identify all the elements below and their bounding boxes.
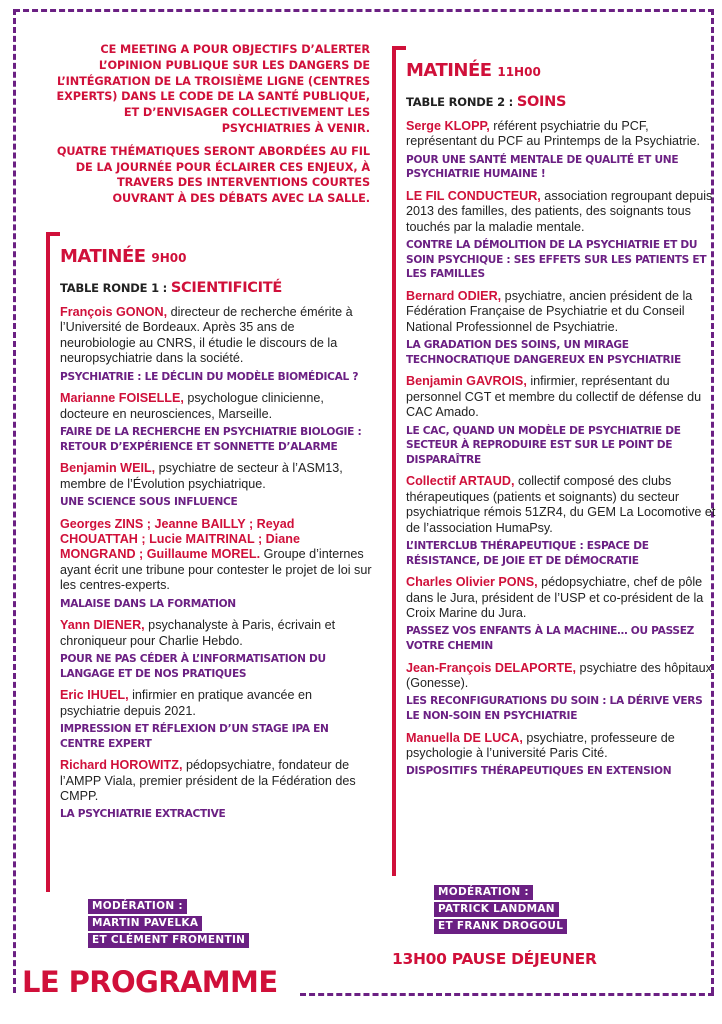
speaker-description: pédopsychiatre, chef de pôle dans le Jura, président de l’USP et co-président de la Croix Marine du Jura. (406, 575, 704, 621)
talk-title: PSYCHIATRIE : LE DÉCLIN DU MODÈLE BIOMÉDICAL ? (60, 370, 359, 383)
speaker-list (60, 305, 372, 822)
speaker-description: infirmier, représentant du personnel CGT et membre du collectif de défense du CAC Amado. (406, 374, 702, 420)
speaker-name: Charles Olivier PONS, (406, 575, 538, 590)
talk-title: POUR UNE SANTÉ MENTALE DE QUALITÉ ET UNE PSYCHIATRIE HUMAINE ! (406, 153, 679, 181)
top-dashed-border (14, 9, 714, 12)
session-title (60, 246, 372, 269)
session-content (392, 60, 718, 779)
speaker-name: Marianne FOISELLE, (60, 391, 184, 406)
session-content (46, 246, 372, 822)
talk-title: LES RECONFIGURATIONS DU SOIN : LA DÉRIVE VERS LE NON-SOIN EN PSYCHIATRIE (406, 695, 703, 723)
speaker-entry (406, 661, 718, 692)
round-table-label: TABLE RONDE 1 : (60, 281, 168, 295)
speaker-entry (406, 575, 718, 621)
talk-title: POUR NE PAS CÉDER À L’INFORMATISATION DU LANGAGE ET DE NOS PRATIQUES (60, 653, 326, 680)
session-title-label: MATINÉE (406, 60, 492, 81)
speaker-description: pédopsychiatre, fondateur de l’AMPP Viala, premier président de la Fédération des CMPP. (60, 758, 356, 804)
speaker-description: psychanalyste à Paris, écrivain et chroniqueur pour Charlie Hebdo. (60, 618, 336, 648)
lunch-break: 13H00 PAUSE DÉJEUNER (392, 950, 597, 968)
speaker-entry (406, 374, 718, 420)
morning-session-1 (46, 232, 372, 829)
intro-paragraph-2: QUATRE THÉMATIQUES SERONT ABORDÉES AU FIL DE LA JOURNÉE POUR ÉCLAIRER CES ENJEUX, À TRAVERS DES INTERVENTIONS COURTES OUVRANT À DES DÉBATS AVEC LA SALLE. (56, 144, 370, 206)
talk-title: UNE SCIENCE SOUS INFLUENCE (60, 496, 238, 509)
talk-title: MALAISE DANS LA FORMATION (60, 597, 236, 610)
talk-title: LA PSYCHIATRIE EXTRACTIVE (60, 808, 226, 821)
talk-title: CONTRE LA DÉMOLITION DE LA PSYCHIATRIE ET DU SOIN PSYCHIQUE : SES EFFETS SUR LES PATIENTS ET LES FAMILLES (406, 239, 707, 281)
speaker-entry (406, 731, 718, 762)
speaker-description: Groupe d’internes ayant écrit une tribune pour contester le projet de loi sur les centres-experts. (60, 547, 372, 593)
speaker-name: Manuella DE LUCA, (406, 730, 523, 745)
moderator-line-2: ET FRANK DROGOUL (434, 919, 567, 934)
talk-title: FAIRE DE LA RECHERCHE EN PSYCHIATRIE BIOLOGIE : RETOUR D’EXPÉRIENCE ET SONNETTE D’ALARME (60, 426, 362, 453)
speaker-description: psychiatre, ancien président de la Fédération Française de Psychiatrie et du Conseil National Professionnel de Psychiatrie. (406, 289, 693, 334)
speaker-description: association regroupant depuis 2013 des familles, des patients, des soignants tous touchés par la maladie mentale. (406, 189, 713, 234)
speaker-description: psychiatre, professeure de psychologie à l’université Paris Cité. (406, 730, 675, 761)
bottom-dashed-border (300, 993, 714, 996)
moderation-box-2 (434, 885, 567, 936)
speaker-name: Benjamin WEIL, (60, 461, 156, 476)
round-table-theme: SCIENTIFICITÉ (170, 280, 282, 296)
speaker-entry (406, 119, 718, 150)
speaker-description: référent psychiatrie du PCF, représentant du PCF au Printemps de la Psychiatrie. (406, 119, 700, 149)
speaker-entry (60, 391, 372, 422)
moderation-label: MODÉRATION : (434, 885, 533, 900)
speaker-entry (60, 688, 372, 719)
session-title (406, 60, 718, 83)
talk-title: IMPRESSION ET RÉFLEXION D’UN STAGE IPA EN CENTRE EXPERT (60, 723, 329, 750)
session-time: 11H00 (497, 65, 541, 79)
talk-title: DISPOSITIFS THÉRAPEUTIQUES EN EXTENSION (406, 765, 672, 778)
speaker-entry (406, 189, 718, 235)
session-time: 9H00 (151, 251, 187, 265)
round-table-heading (60, 279, 372, 297)
speaker-description: psychiatre des hôpitaux (Gonesse). (406, 660, 712, 691)
speaker-entry (406, 289, 718, 335)
talk-title: PASSEZ VOS ENFANTS À LA MACHINE… OU PASSEZ VOTRE CHEMIN (406, 625, 695, 653)
speaker-description: infirmier en pratique avancée en psychiatrie depuis 2021. (60, 688, 313, 718)
intro-paragraph-1: CE MEETING A POUR OBJECTIFS D’ALERTER L’OPINION PUBLIQUE SUR LES DANGERS DE L’INTÉGRATION DE LA TROISIÈME LIGNE (CENTRES EXPERTS) DANS LE CODE DE LA SANTÉ PUBLIQUE, ET D’ENVISAGER COLLECTIVEMENT LES PSYCHIATRIES À VENIR. (56, 43, 370, 135)
speaker-name: Yann DIENER, (60, 618, 145, 633)
moderator-line-1: MARTIN PAVELKA (88, 916, 202, 931)
morning-session-2 (392, 46, 718, 786)
intro-text (54, 42, 370, 214)
speaker-entry (60, 305, 372, 367)
speaker-entry (60, 517, 372, 594)
round-table-label: TABLE RONDE 2 : (406, 95, 514, 109)
moderation-box-1 (88, 899, 249, 950)
page-title: LE PROGRAMME (22, 965, 278, 999)
speaker-entry (406, 474, 718, 536)
moderator-line-1: PATRICK LANDMAN (434, 902, 559, 917)
speaker-name: Bernard ODIER, (406, 289, 502, 303)
speaker-entry (60, 758, 372, 804)
speaker-name: Collectif ARTAUD, (406, 474, 515, 489)
speaker-entry (60, 461, 372, 492)
speaker-name: Benjamin GAVROIS, (406, 374, 527, 389)
speaker-list (406, 119, 718, 779)
speaker-name: Georges ZINS ; Jeanne BAILLY ; Reyad CHOUATTAH ; Lucie MAITRINAL ; Diane MONGRAND ; Guillaume MOREL. (60, 516, 300, 562)
round-table-heading (406, 93, 718, 111)
speaker-name: Richard HOROWITZ, (60, 758, 183, 773)
speaker-description: collectif composé des clubs thérapeutiques (patients et soignants) du secteur psychiatrique rémois 51ZR4, du GEM La Locomotive et de l’association HumaPsy. (406, 474, 716, 535)
speaker-description: directeur de recherche émérite à l’Université de Bordeaux. Après 35 ans de neurobiologie au CNRS, il étudie le discours de la neuropsychiatrie dans la société. (60, 305, 353, 366)
talk-title: LA GRADATION DES SOINS, UN MIRAGE TECHNOCRATIQUE DANGEREUX EN PSYCHIATRIE (406, 339, 681, 366)
talk-title: LE CAC, QUAND UN MODÈLE DE PSYCHIATRIE DE SECTEUR À REPRODUIRE EST SUR LE POINT DE DISPARAÎTRE (406, 424, 681, 466)
speaker-name: François GONON, (60, 305, 168, 319)
speaker-description: psychologue clinicienne, docteure en neurosciences, Marseille. (60, 391, 324, 421)
speaker-name: Eric IHUEL, (60, 688, 129, 703)
speaker-name: LE FIL CONDUCTEUR, (406, 189, 541, 203)
moderator-line-2: ET CLÉMENT FROMENTIN (88, 933, 249, 948)
moderation-label: MODÉRATION : (88, 899, 187, 914)
speaker-name: Serge KLOPP, (406, 119, 490, 133)
left-dashed-border (13, 9, 16, 993)
speaker-name: Jean-François DELAPORTE, (406, 660, 577, 675)
talk-title: L’INTERCLUB THÉRAPEUTIQUE : ESPACE DE RÉSISTANCE, DE JOIE ET DE DÉMOCRATIE (406, 540, 649, 567)
speaker-entry (60, 618, 372, 649)
speaker-description: psychiatre de secteur à l’ASM13, membre de l’Évolution psychiatrique. (60, 461, 343, 491)
session-title-label: MATINÉE (60, 246, 146, 267)
round-table-theme: SOINS (516, 94, 567, 110)
